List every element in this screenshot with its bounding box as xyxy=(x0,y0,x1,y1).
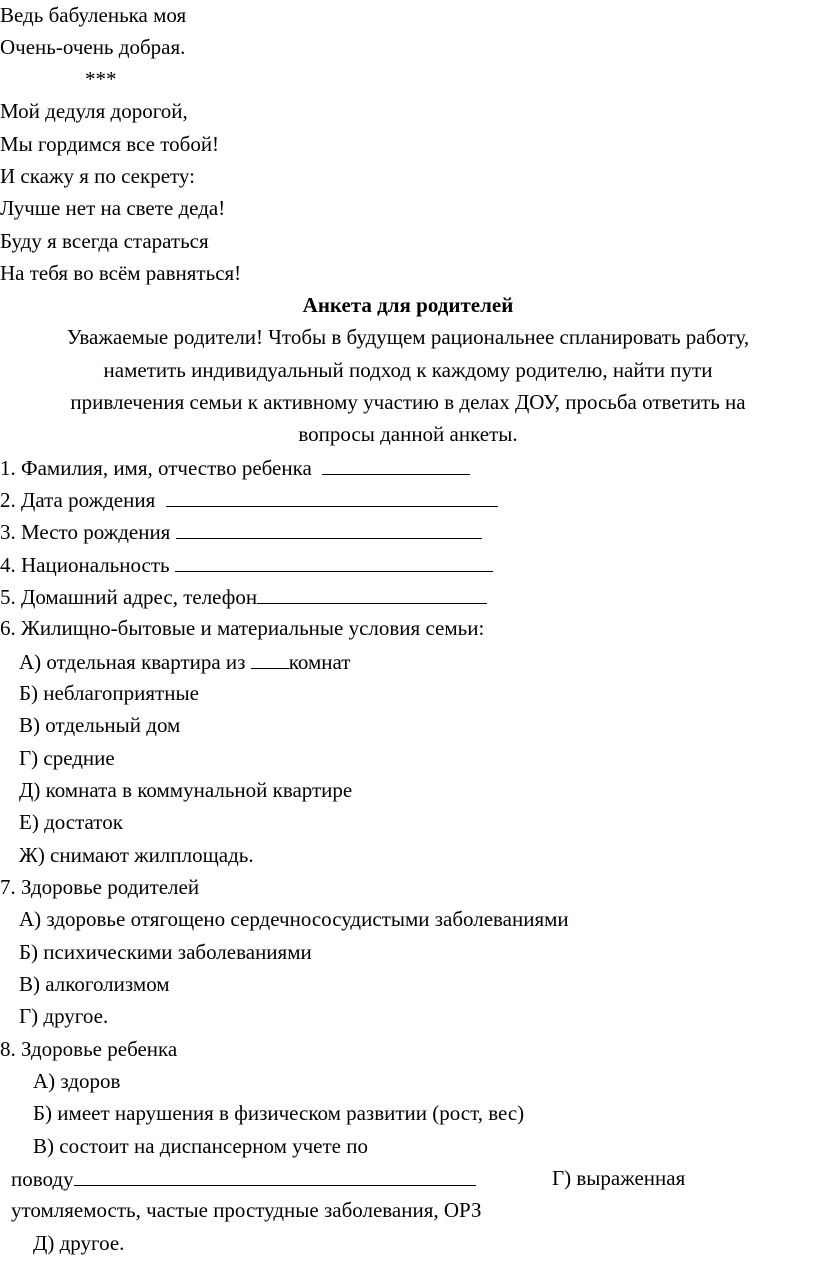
intro-line: наметить индивидуальный подход к каждому родителю, найти пути xyxy=(103,358,713,382)
question-label: 5. Домашний адрес, телефон xyxy=(0,585,258,609)
poem-line: Очень-очень добрая. xyxy=(0,35,186,59)
question-2 xyxy=(0,487,498,513)
answer-blank[interactable] xyxy=(176,519,482,539)
question-3 xyxy=(0,519,482,545)
reason-blank[interactable] xyxy=(74,1166,476,1186)
option: Ж) снимают жилплощадь. xyxy=(19,843,254,867)
question-label: 1. Фамилия, имя, отчество ребенка xyxy=(0,456,312,480)
option: В) алкоголизмом xyxy=(19,972,170,996)
separator: *** xyxy=(85,67,117,91)
option: Б) психическими заболеваниями xyxy=(19,940,312,964)
intro-line: привлечения семьи к активному участию в делах ДОУ, просьба ответить на xyxy=(70,390,746,414)
option-8g-continued: утомляемость, частые простудные заболевания, ОРЗ xyxy=(11,1198,482,1222)
option: Г) другое. xyxy=(19,1004,109,1028)
poem-line: Буду я всегда стараться xyxy=(0,229,209,253)
answer-blank[interactable] xyxy=(257,584,487,604)
option: В) отдельный дом xyxy=(19,713,181,737)
option: Б) неблагоприятные xyxy=(19,681,199,705)
question-7: 7. Здоровье родителей xyxy=(0,875,200,899)
question-4 xyxy=(0,552,493,578)
question-6: 6. Жилищно-бытовые и материальные условия семьи: xyxy=(0,616,485,640)
intro-line: Уважаемые родители! Чтобы в будущем рациональнее спланировать работу, xyxy=(66,325,750,349)
option: В) состоит на диспансерном учете по xyxy=(33,1134,368,1158)
option: А) здоровье отягощено сердечнососудистыми заболеваниями xyxy=(19,907,569,931)
poem-line: На тебя во всём равняться! xyxy=(0,261,242,285)
option: Д) комната в коммунальной квартире xyxy=(19,778,353,802)
poem-line: И скажу я по секрету: xyxy=(0,164,195,188)
option-6a: А) отдельная квартира из комнат xyxy=(19,650,351,674)
option: Г) средние xyxy=(19,746,115,770)
poem-line: Мой дедуля дорогой, xyxy=(0,99,188,123)
question-label: 2. Дата рождения xyxy=(0,488,156,512)
option-8v-continued: поводу xyxy=(11,1166,476,1192)
question-label: 3. Место рождения xyxy=(0,520,171,544)
question-1 xyxy=(0,455,470,481)
poem-line: Лучше нет на свете деда! xyxy=(0,196,226,220)
poem-line: Ведь бабуленька моя xyxy=(0,3,187,27)
poem-line: Мы гордимся все тобой! xyxy=(0,132,220,156)
question-8: 8. Здоровье ребенка xyxy=(0,1037,178,1061)
answer-blank[interactable] xyxy=(166,487,498,507)
question-label: 4. Национальность xyxy=(0,553,170,577)
option: А) здоров xyxy=(33,1069,121,1093)
intro-line: вопросы данной анкеты. xyxy=(298,422,518,446)
option: Е) достаток xyxy=(19,810,123,834)
option-8d: Д) другое. xyxy=(33,1231,125,1255)
form-title: Анкета для родителей xyxy=(302,293,514,317)
room-count-blank[interactable] xyxy=(251,649,289,669)
question-5 xyxy=(0,584,487,610)
option: Б) имеет нарушения в физическом развитии (рост, вес) xyxy=(33,1101,525,1125)
answer-blank[interactable] xyxy=(175,552,493,572)
answer-blank[interactable] xyxy=(322,455,470,475)
option-8g: Г) выраженная xyxy=(552,1166,686,1190)
